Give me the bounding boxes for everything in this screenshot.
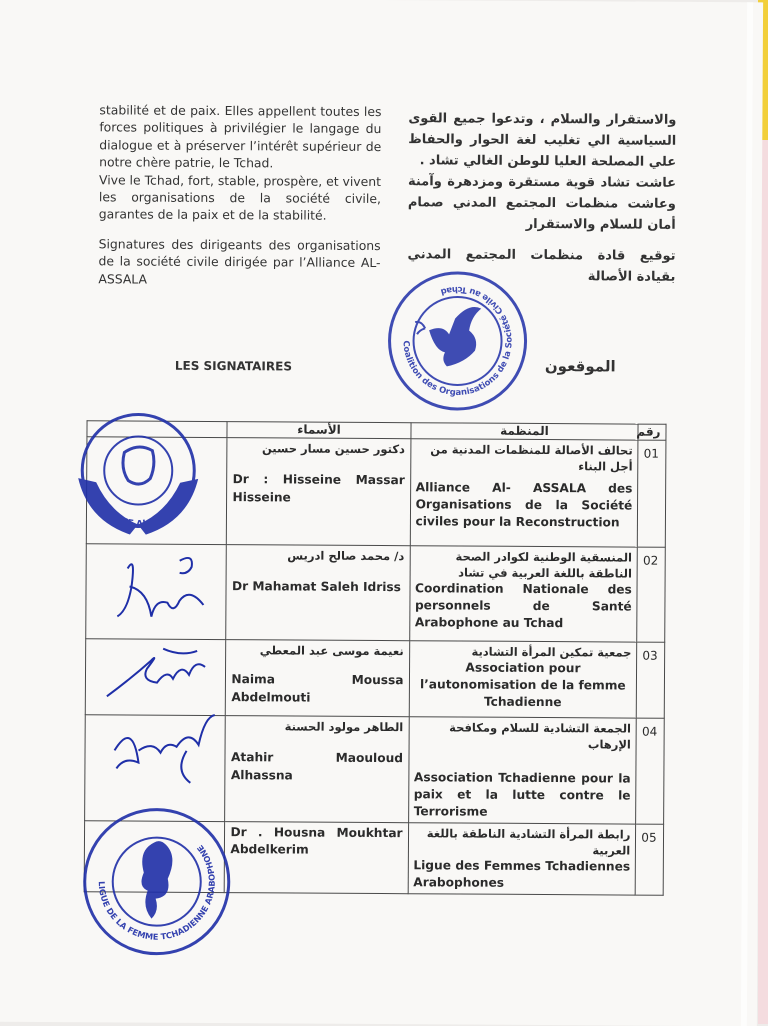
row-number: 04 [636,718,664,824]
dove-icon [429,307,481,367]
name-arabic: نعيمة موسى عبد المعطي [259,643,404,659]
organization-cell [408,823,636,895]
french-paragraph-3: Signatures des dirigeants des organisations de la société civile dirigée par l’Alliance AL-ASSALA [98,236,381,287]
name-french: Dr : Hisseine Massar Hisseine [232,472,405,505]
woman-profile-icon [141,841,172,919]
name-french: Atahir Maouloud Alhassna [230,750,404,783]
name-cell [225,716,409,823]
arabic-paragraph-1: والاستقرار والسلام ، وتدعوا جميع القوى السياسية الي تغليب لغة الحوار والحفاظ علي المصلحة العليا للوطن الغالي تشاد . [408,111,677,170]
signatories-heading-fr: LES SIGNATAIRES [174,358,293,374]
name-french: Dr . Housna Moukhtar Abdelkerim [230,825,403,857]
organization-french: Association Tchadienne pour la paix et la lutte contre le Terrorisme [413,770,631,819]
french-paragraph-2: Vive le Tchad, fort, stable, prospère, et vivent les organisations de la société civile, garantes de la paix et de la stabilité. [98,171,382,224]
name-cell [225,822,408,894]
name-arabic: الطاهر مولود الحسنة [284,719,404,735]
organization-french: Ligue des Femmes Tchadiennes Arabophones [413,858,631,890]
row-number: 01 [638,440,666,547]
signature-row-4 [104,710,224,791]
alliance-assala-stamp [68,408,209,549]
arabic-intro [407,108,676,288]
name-cell [226,640,410,717]
name-french: Dr Mahamat Saleh Idriss [231,579,402,595]
organization-cell [408,717,636,824]
organization-arabic: رابطة المرأة التشادية الناطقة باللغة العربية [426,826,631,858]
organization-arabic: جمعية تمكين المرأة التشادية [471,644,632,660]
paper-edge [741,2,753,1026]
chad-map-icon [123,447,154,484]
header-organization: المنظمة [410,423,638,440]
french-intro [98,101,381,289]
signature-row-2 [107,546,217,627]
name-cell [227,438,411,546]
signatories-heading-ar: الموقعون [544,357,616,376]
arabic-paragraph-2: عاشت تشاد قوية مستقرة ومزدهرة وآمنة وعاشت منظمات المجتمع المدني صمام أمان للسلام والاستقرار [407,174,677,233]
arabic-paragraph-3: توقيع قادة منظمات المجتمع المدني بقيادة الأصالة [407,247,676,285]
header-names: الأسماء [227,422,410,439]
name-cell [226,545,410,641]
coalition-stamp-text: Coalition des Organisations de la Société Civile au Tchad [400,283,515,399]
row-number: 02 [637,547,665,642]
name-french: Naima Moussa Abdelmouti [231,672,404,705]
organization-cell [409,641,637,718]
organization-arabic: الجمعة التشادية للسلام ومكافحة الإرهاب [449,720,632,752]
row-number: 03 [637,642,665,718]
row-number: 05 [635,824,663,895]
signature-row-3 [101,638,219,705]
organization-french: Coordination Nationale des personnels de Santé Arabophone au Tchad [414,581,632,631]
organization-cell [409,546,637,642]
coalition-stamp [385,268,531,414]
french-paragraph-1: stabilité et de paix. Elles appellent toutes les forces politiques à privilégier le langage du dialogue et à préserver l’intérêt supérieur de notre chère patrie, le Tchad. [99,102,382,171]
header-number: رقم [638,424,666,440]
ligue-femme-stamp [81,806,232,957]
ligue-stamp-text: LIGUE DE LA FEMME TCHADIENNE ARABOPHONE [96,843,217,942]
organization-cell [410,439,638,547]
name-arabic: دكتور حسين مسار حسين [261,441,405,457]
organization-french: Association pour l’autonomisation de la femme Tchadienne [419,660,626,710]
organization-arabic: تحالف الأصالة للمنظمات المدنية من أجل البناء [430,442,633,474]
name-arabic: د/ محمد صالح ادريس [287,548,405,564]
organization-french: Alliance Al- ASSALA des Organisations de la Société civiles pour la Reconstruction [415,480,633,530]
organization-arabic: المنسقية الوطنية لكوادر الصحة الناطقة باللغة العربية في تشاد [455,549,633,581]
